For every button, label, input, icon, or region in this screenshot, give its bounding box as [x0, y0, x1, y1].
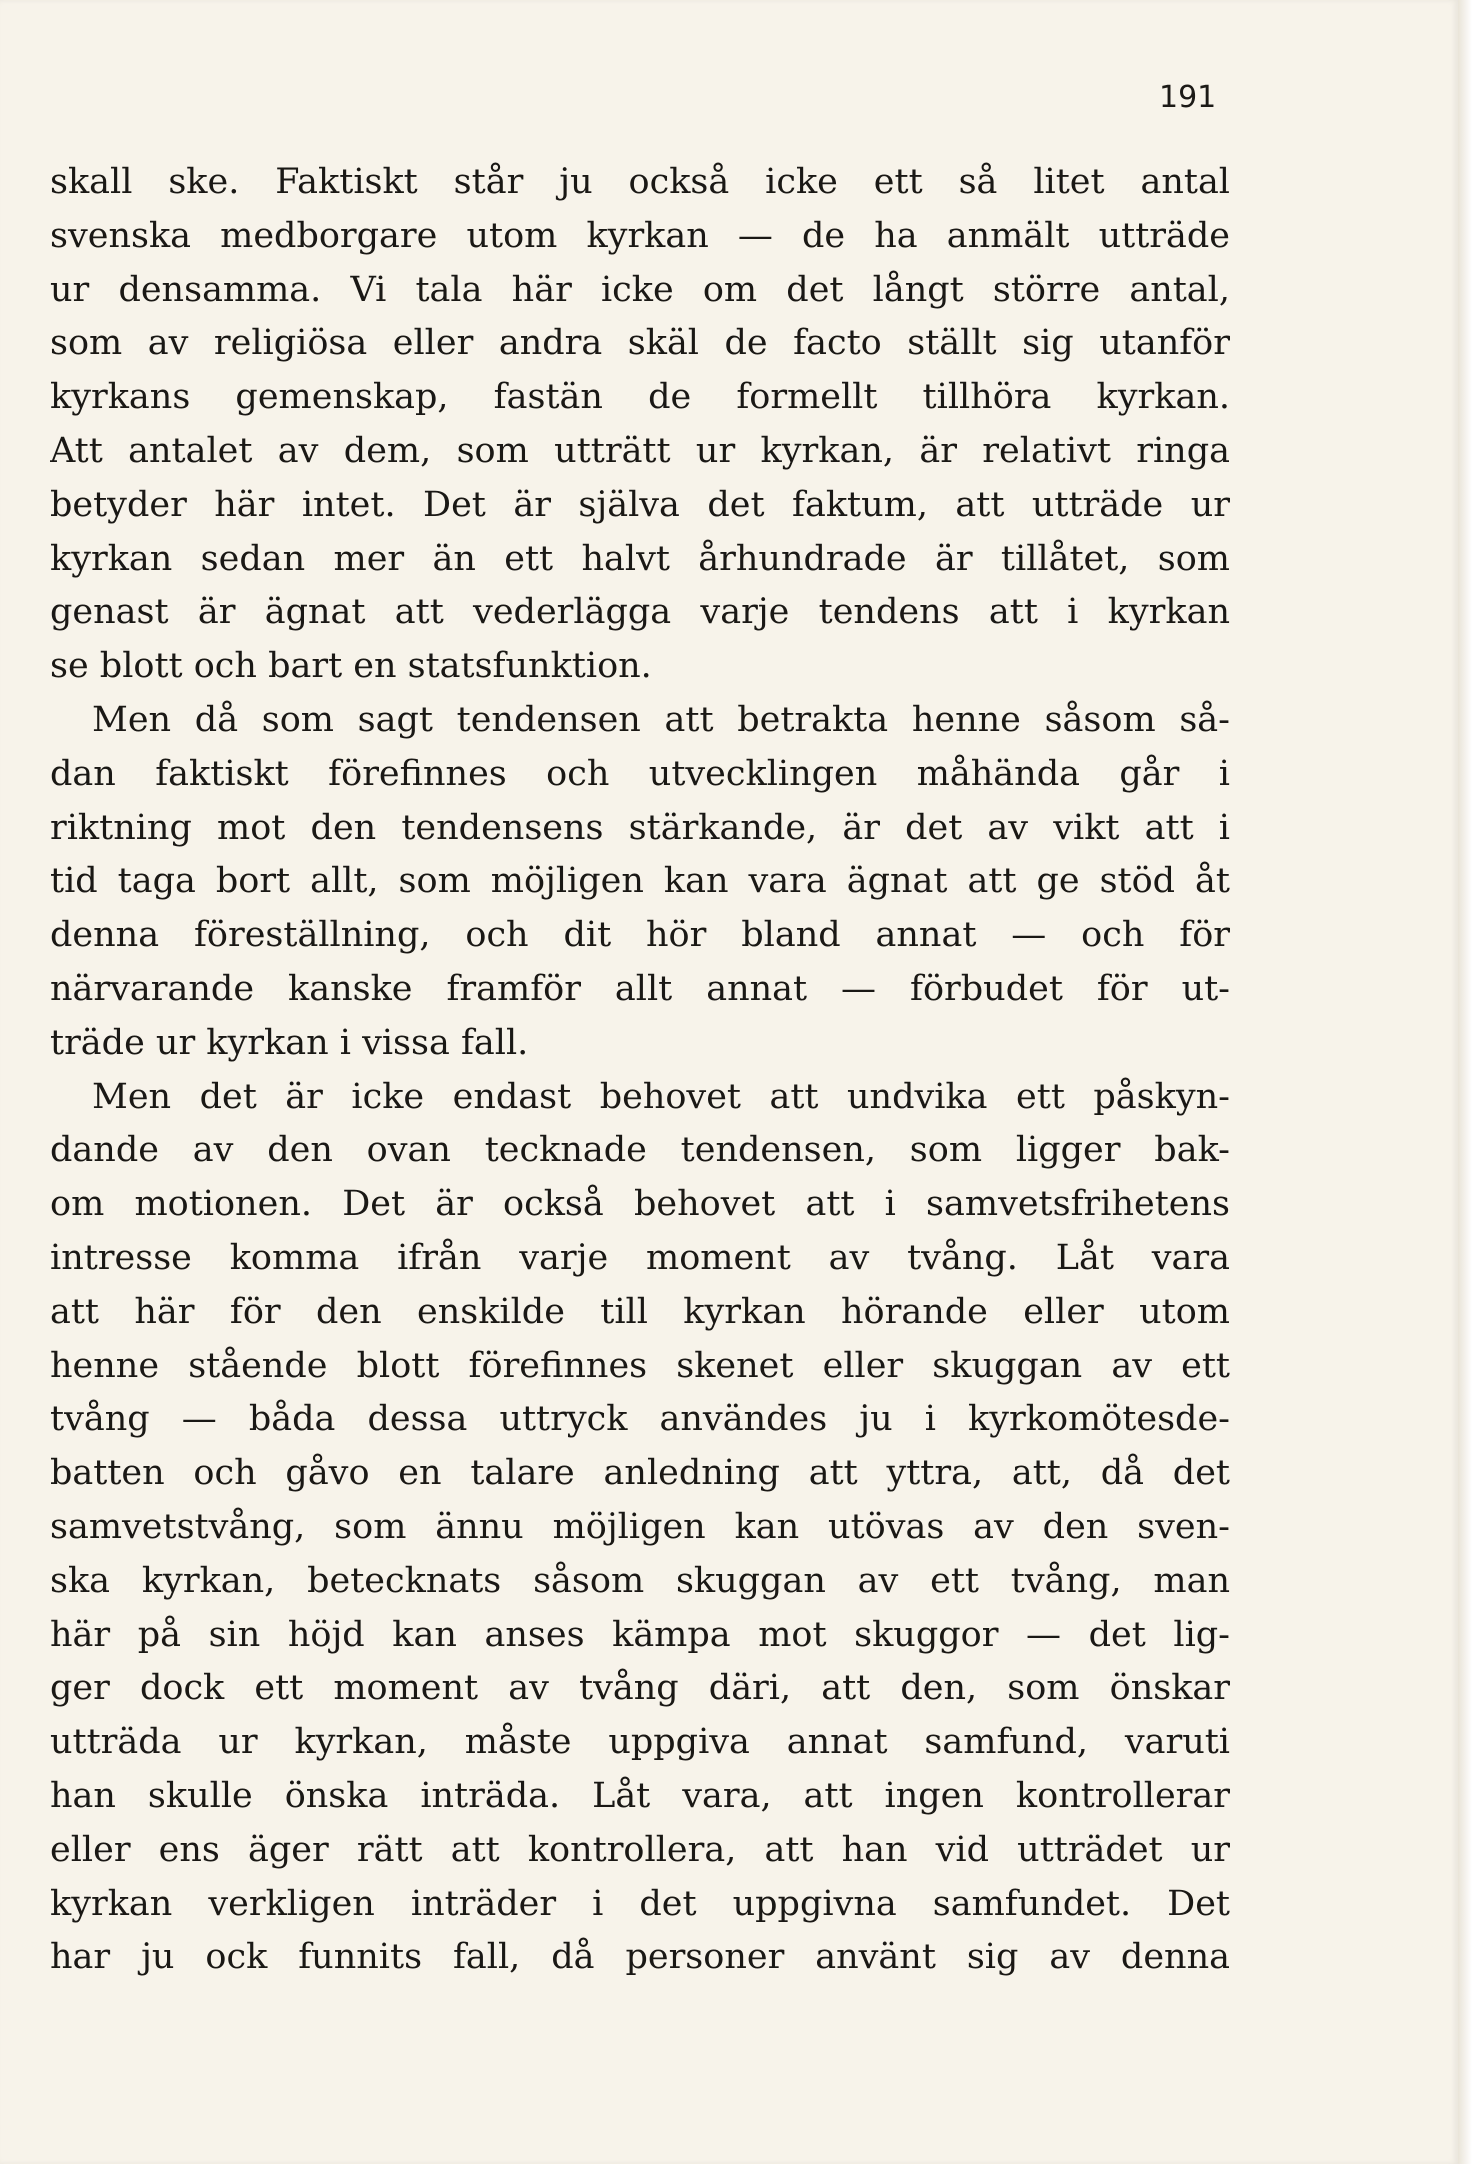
text-line: att här för den enskilde till kyrkan hörande eller utom	[50, 1291, 1230, 1332]
text-line: kyrkan verkligen inträder i det uppgivna samfundet. Det	[50, 1883, 1230, 1924]
text-line: om motionen. Det är också behovet att i samvetsfrihetens	[50, 1184, 1230, 1225]
text-line: genast är ägnat att vederlägga varje tendens att i kyrkan	[50, 592, 1230, 633]
text-line: se blott och bart en statsfunktion.	[50, 646, 652, 687]
text-line: samvetstvång, som ännu möjligen kan utövas av den sven-	[50, 1506, 1230, 1547]
text-line: Att antalet av dem, som utträtt ur kyrkan, är relativt ringa	[50, 430, 1230, 471]
text-line: batten och gåvo en talare anledning att yttra, att, då det	[50, 1453, 1230, 1494]
text-line: träde ur kyrkan i vissa fall.	[50, 1022, 529, 1063]
text-line: han skulle önska inträda. Låt vara, att ingen kontrollerar	[50, 1775, 1230, 1816]
text-line: betyder här intet. Det är själva det faktum, att utträde ur	[50, 484, 1230, 525]
text-line: ger dock ett moment av tvång däri, att den, som önskar	[50, 1668, 1230, 1709]
text-line: tid taga bort allt, som möjligen kan vara ägnat att ge stöd åt	[50, 861, 1230, 902]
text-line: utträda ur kyrkan, måste uppgiva annat samfund, varuti	[50, 1722, 1230, 1763]
page-edge	[1458, 0, 1472, 2164]
text-line: denna föreställning, och dit hör bland annat — och för	[50, 915, 1230, 956]
text-line: skall ske. Faktiskt står ju också icke ett så litet antal	[50, 162, 1230, 202]
text-line: som av religiösa eller andra skäl de facto ställt sig utanför	[50, 323, 1230, 364]
text-line: svenska medborgare utom kyrkan — de ha anmält utträde	[50, 215, 1230, 256]
text-line: kyrkan sedan mer än ett halvt århundrade är tillåtet, som	[50, 538, 1230, 579]
paragraph	[50, 1071, 1230, 1986]
paragraph	[50, 156, 1230, 694]
text-line: ska kyrkan, betecknats såsom skuggan av ett tvång, man	[50, 1560, 1230, 1601]
text-line: eller ens äger rätt att kontrollera, att han vid utträdet ur	[50, 1829, 1230, 1870]
text-line: här på sin höjd kan anses kämpa mot skuggor — det lig-	[50, 1614, 1230, 1655]
text-line: intresse komma ifrån varje moment av tvång. Låt vara	[50, 1237, 1230, 1278]
text-line: henne stående blott förefinnes skenet eller skuggan av ett	[50, 1345, 1230, 1386]
text-line: närvarande kanske framför allt annat — förbudet för ut-	[50, 968, 1230, 1009]
paragraph	[50, 694, 1230, 1071]
text-line: dan faktiskt förefinnes och utvecklingen måhända går i	[50, 753, 1230, 794]
text-line: har ju ock funnits fall, då personer använt sig av denna	[50, 1937, 1230, 1978]
text-line: dande av den ovan tecknade tendensen, som ligger bak-	[50, 1130, 1230, 1171]
text-line: Men då som sagt tendensen att betrakta henne såsom så-	[92, 699, 1230, 740]
text-line: ur densamma. Vi tala här icke om det långt större antal,	[50, 269, 1230, 310]
text-line: Men det är icke endast behovet att undvika ett påskyn-	[92, 1076, 1230, 1117]
text-line: kyrkans gemenskap, fastän de formellt tillhöra kyrkan.	[50, 377, 1230, 418]
text-line: tvång — båda dessa uttryck användes ju i kyrkomötesde-	[50, 1399, 1230, 1440]
body-text	[50, 156, 1230, 1985]
text-line: riktning mot den tendensens stärkande, är det av vikt att i	[50, 807, 1230, 848]
page-number: 191	[1159, 80, 1217, 115]
